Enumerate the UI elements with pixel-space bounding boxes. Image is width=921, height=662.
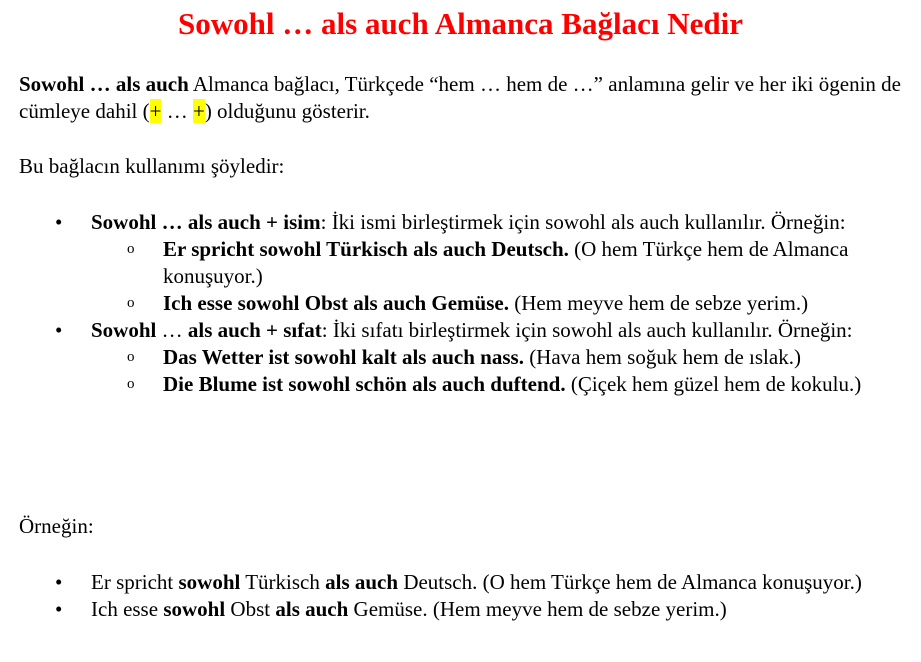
intro-mid: … bbox=[161, 99, 193, 123]
example-sentence: Ich esse sowohl Obst als auch Gemüse. bbox=[163, 291, 509, 315]
example-part: Türkisch bbox=[240, 570, 326, 594]
example-sentence-item bbox=[0, 596, 921, 623]
example-bold-part: sowohl bbox=[163, 597, 226, 621]
highlight-plus-1: + bbox=[149, 99, 162, 123]
example-sentence: Die Blume ist sowohl schön als auch duftend. bbox=[163, 372, 566, 396]
usage-item-bold: Sowohl bbox=[91, 318, 157, 342]
example-part: Deutsch. (O hem Türkçe hem de Almanca konuşuyor.) bbox=[398, 570, 862, 594]
bullet-icon: • bbox=[55, 210, 63, 234]
intro-bold-term: Sowohl … als auch bbox=[19, 72, 189, 96]
example-item bbox=[0, 371, 921, 398]
bullet-icon: • bbox=[55, 318, 63, 342]
highlight-plus-2: + bbox=[192, 99, 205, 123]
example-item bbox=[0, 344, 921, 371]
example-translation: (Çiçek hem güzel hem de kokulu.) bbox=[565, 372, 862, 396]
example-part: Er spricht bbox=[91, 570, 179, 594]
intro-text-1: Almanca bağlacı, Türkçede “hem … hem de …” anlamına gelir ve her iki ögenin de cümleye dahil ( bbox=[19, 72, 901, 123]
usage-item-bold: als auch + sıfat bbox=[187, 318, 322, 342]
usage-item-text: : İki sıfatı birleştirmek için sowohl als auch kullanılır. Örneğin: bbox=[321, 318, 853, 342]
example-translation: (Hem meyve hem de sebze yerim.) bbox=[508, 291, 809, 315]
examples-heading: Örneğin: bbox=[19, 514, 94, 538]
example-bold-part: als auch bbox=[325, 570, 399, 594]
usage-item-adjective bbox=[0, 317, 921, 344]
bullet-icon: • bbox=[55, 597, 63, 621]
example-sentence: Er spricht sowohl Türkisch als auch Deutsch. bbox=[163, 237, 569, 261]
example-bold-part: sowohl bbox=[178, 570, 241, 594]
examples-list bbox=[0, 569, 921, 623]
example-sentence-item bbox=[0, 569, 921, 596]
usage-list bbox=[0, 209, 921, 398]
usage-item-bold: Sowohl … als auch + isim bbox=[91, 210, 321, 234]
usage-item-noun bbox=[0, 209, 921, 236]
circle-bullet-icon: o bbox=[127, 295, 135, 311]
example-part: Ich esse bbox=[91, 597, 164, 621]
example-translation: (Hava hem soğuk hem de ıslak.) bbox=[523, 345, 801, 369]
usage-item-mid: … bbox=[156, 318, 188, 342]
example-bold-part: als auch bbox=[275, 597, 349, 621]
example-item bbox=[0, 290, 921, 317]
example-item bbox=[0, 236, 921, 290]
example-part: Gemüse. (Hem meyve hem de sebze yerim.) bbox=[348, 597, 727, 621]
intro-text-2: ) olduğunu gösterir. bbox=[204, 99, 370, 123]
circle-bullet-icon: o bbox=[127, 376, 135, 392]
circle-bullet-icon: o bbox=[127, 349, 135, 365]
example-part: Obst bbox=[225, 597, 276, 621]
example-translation: (O hem Türkçe hem de Almanca konuşuyor.) bbox=[163, 237, 849, 288]
circle-bullet-icon: o bbox=[127, 241, 135, 257]
intro-paragraph bbox=[19, 71, 909, 125]
bullet-icon: • bbox=[55, 570, 63, 594]
example-sentence: Das Wetter ist sowohl kalt als auch nass. bbox=[163, 345, 524, 369]
usage-item-text: : İki ismi birleştirmek için sowohl als auch kullanılır. Örneğin: bbox=[320, 210, 846, 234]
page-title: Sowohl … als auch Almanca Bağlacı Nedir bbox=[178, 6, 743, 41]
usage-heading: Bu bağlacın kullanımı şöyledir: bbox=[19, 154, 285, 178]
